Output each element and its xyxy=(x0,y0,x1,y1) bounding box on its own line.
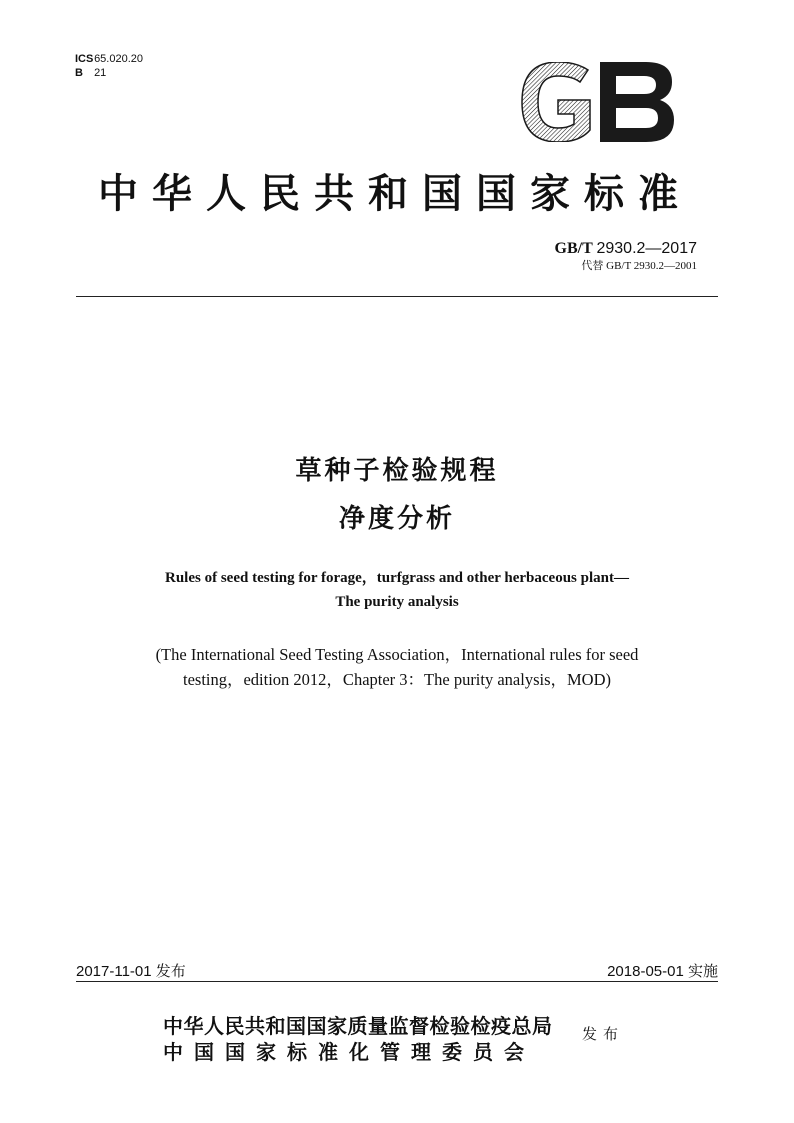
ccs-code: 21 xyxy=(94,67,107,79)
standard-number-block xyxy=(555,239,697,273)
implementation-date: 2018-05-01 实施 xyxy=(607,963,718,980)
replaces-standard: 代替 GB/T 2930.2—2001 xyxy=(581,260,697,272)
issuer-line2: 中国国家标准化管理委员会 xyxy=(163,1040,535,1064)
standard-number xyxy=(555,239,697,259)
chinese-title-line1: 草种子检验规程 xyxy=(295,456,499,486)
reference-line2: testing，edition 2012，Chapter 3：The purity analysis，MOD) xyxy=(182,670,612,689)
header-divider xyxy=(76,296,718,297)
english-title-line1: Rules of seed testing for forage，turfgrass and other herbaceous plant— xyxy=(165,570,629,586)
classification-codes xyxy=(75,52,143,80)
ics-code: 65.020.20 xyxy=(94,53,143,65)
standard-code: 2930.2—2017 xyxy=(596,240,697,257)
gb-logo-icon xyxy=(518,62,676,142)
issuer-line1: 中华人民共和国国家质量监督检验检疫总局 xyxy=(163,1014,553,1038)
footer-divider xyxy=(76,981,718,982)
ics-label: ICS xyxy=(75,53,94,65)
national-standard-title: 中华人民共和国国家标准 xyxy=(98,170,692,217)
ccs-label: B xyxy=(75,67,83,79)
ics-code-line xyxy=(75,52,143,66)
reference-line1: (The International Seed Testing Association，International rules for seed xyxy=(155,645,639,664)
chinese-title-line2: 净度分析 xyxy=(338,504,455,534)
english-title-line2: The purity analysis xyxy=(335,594,459,610)
issue-date: 2017-11-01 发布 xyxy=(76,963,186,980)
standard-prefix: GB/T xyxy=(554,240,593,257)
ccs-code-line xyxy=(75,66,143,80)
publish-label: 发布 xyxy=(582,1025,625,1043)
